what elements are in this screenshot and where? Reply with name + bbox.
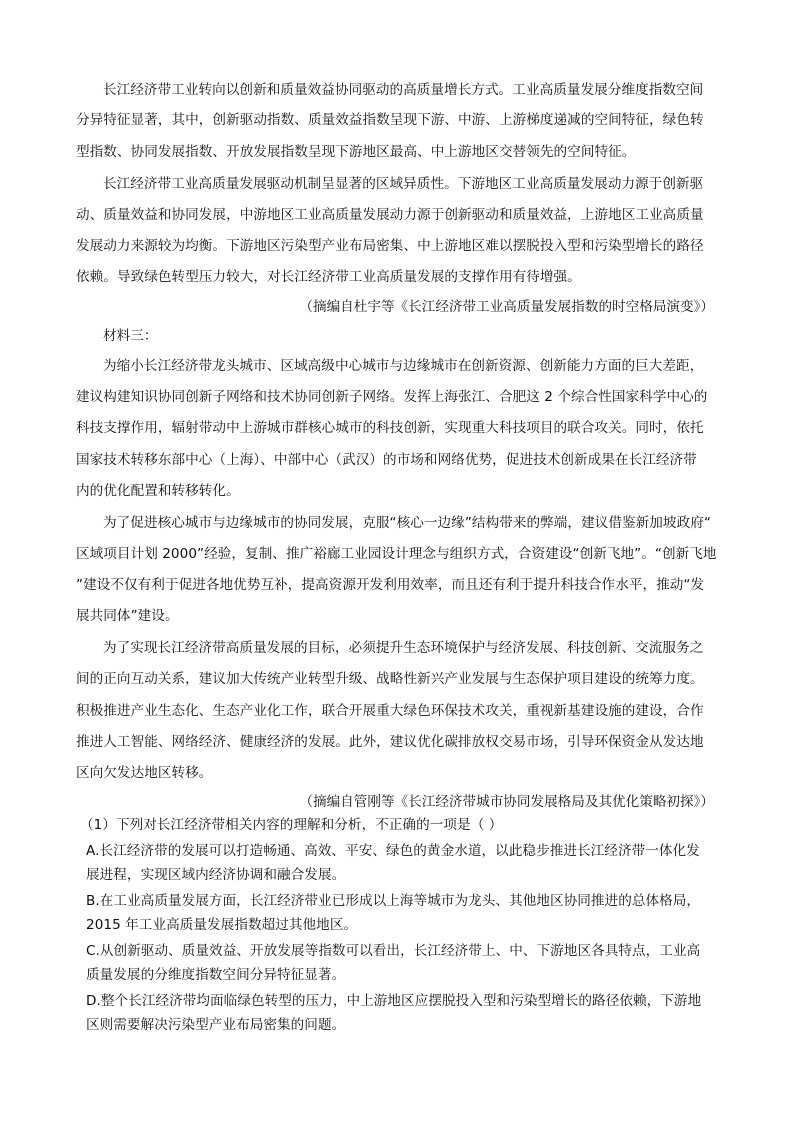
paragraph-line: 科技支撑作用，辐射带动中上游城市群核心城市的科技创新，实现重大科技项目的联合攻关。同时，依托 [76, 420, 704, 436]
paragraph-line: 积极推进产业生态化、生态产业化工作，联合开展重大绿色环保技术攻关，重视新基建设施的建设，合作 [76, 703, 704, 719]
paragraph-line: 长江经济带工业转向以创新和质量效益协同驱动的高质量增长方式。工业高质量发展分维度指数空间 [103, 82, 704, 98]
paragraph-line: 长江经济带工业高质量发展驱动机制呈显著的区域异质性。下游地区工业高质量发展动力源于创新驱 [103, 176, 704, 192]
paragraph-line: 动、质量效益和协同发展，中游地区工业高质量发展动力源于创新驱动和质量效益，上游地区工业高质量 [76, 207, 704, 223]
paragraph-line: 型指数、协同发展指数、开放发展指数呈现下游地区最高、中上游地区交替领先的空间特征。 [76, 144, 636, 160]
option-b: B.在工业高质量发展方面，长江经济带业已形成以上海等城市为龙头、其他地区协同推进的总体格局， [86, 893, 701, 909]
source-citation: （摘编自杜宇等《长江经济带工业高质量发展指数的时空格局演变》） [299, 299, 714, 315]
paragraph-line: 推进人工智能、网络经济、健康经济的发展。此外，建议优化碳排放权交易市场，引导环保资金从发达地 [76, 734, 704, 750]
paragraph-line: 依赖。导致绿色转型压力较大，对长江经济带工业高质量发展的支撑作用有待增强。 [76, 269, 581, 285]
paragraph-line: 区域项目计划 2000”经验，复制、推广裕廊工业园设计理念与组织方式，合资建设“创新飞地”。“创新飞地 [76, 546, 717, 562]
paragraph-line: 为了实现长江经济带高质量发展的目标，必须提升生态环境保护与经济发展、科技创新、交流服务之 [103, 640, 704, 656]
option-c-cont: 质量发展的分维度指数空间分异特征显著。 [86, 967, 346, 983]
paragraph-line: 分异特征显著，其中，创新驱动指数、质量效益指数呈现下游、中游、上游梯度递减的空间特征，绿色转 [76, 112, 704, 128]
paragraph-line: 发展动力来源较为均衡。下游地区污染型产业布局密集、中上游地区难以摆脱投入型和污染型增长的路径 [76, 238, 704, 254]
question-stem: （1）下列对长江经济带相关内容的理解和分析，不正确的一项是（ ） [80, 817, 503, 833]
option-a-cont: 展进程，实现区域内经济协调和融合发展。 [86, 867, 346, 883]
paragraph-line: 建议构建知识协同创新子网络和技术协同创新子网络。发挥上海张江、合肥这 2 个综合性国家科学中心的 [76, 389, 708, 405]
option-d: D.整个长江经济带均面临绿色转型的压力，中上游地区应摆脱投入型和污染型增长的路径依赖，下游地 [86, 993, 702, 1009]
option-b-cont: 2015 年工业高质量发展指数超过其他地区。 [86, 917, 358, 933]
section-heading: 材料三： [103, 328, 158, 344]
source-citation: （摘编自管刚等《长江经济带城市协同发展格局及其优化策略初探》） [299, 794, 714, 810]
paragraph-line: 内的优化配置和转移转化。 [76, 483, 240, 499]
option-a: A.长江经济带的发展可以打造畅通、高效、平安、绿色的黄金水道，以此稳步推进长江经济带一体化发 [86, 843, 700, 859]
paragraph-line: 间的正向互动关系，建议加大传统产业转型升级、战略性新兴产业发展与生态保护项目建设的统筹力度。 [76, 671, 704, 687]
paragraph-line: 展共同体”建设。 [76, 608, 179, 624]
option-c: C.从创新驱动、质量效益、开放发展等指数可以看出，长江经济带上、中、下游地区各具特点，工业高 [86, 943, 701, 959]
paragraph-line: 为了促进核心城市与边缘城市的协同发展，克服“核心一边缘”结构带来的弊端，建议借鉴新加坡政府“ [103, 515, 711, 531]
paragraph-line: 区向欠发达地区转移。 [76, 765, 213, 781]
paragraph-line: 为缩小长江经济带龙头城市、区域高级中心城市与边缘城市在创新资源、创新能力方面的巨大差距， [103, 358, 704, 374]
paragraph-line: 国家技术转移东部中心（上海）、中部中心（武汉）的市场和网络优势，促进技术创新成果在长江经济带 [76, 452, 697, 468]
option-d-cont: 区则需要解决污染型产业布局密集的问题。 [86, 1017, 346, 1033]
paragraph-line: ”建设不仅有利于促进各地优势互补，提高资源开发利用效率，而且还有利于提升科技合作水平，推动“发 [76, 577, 705, 593]
